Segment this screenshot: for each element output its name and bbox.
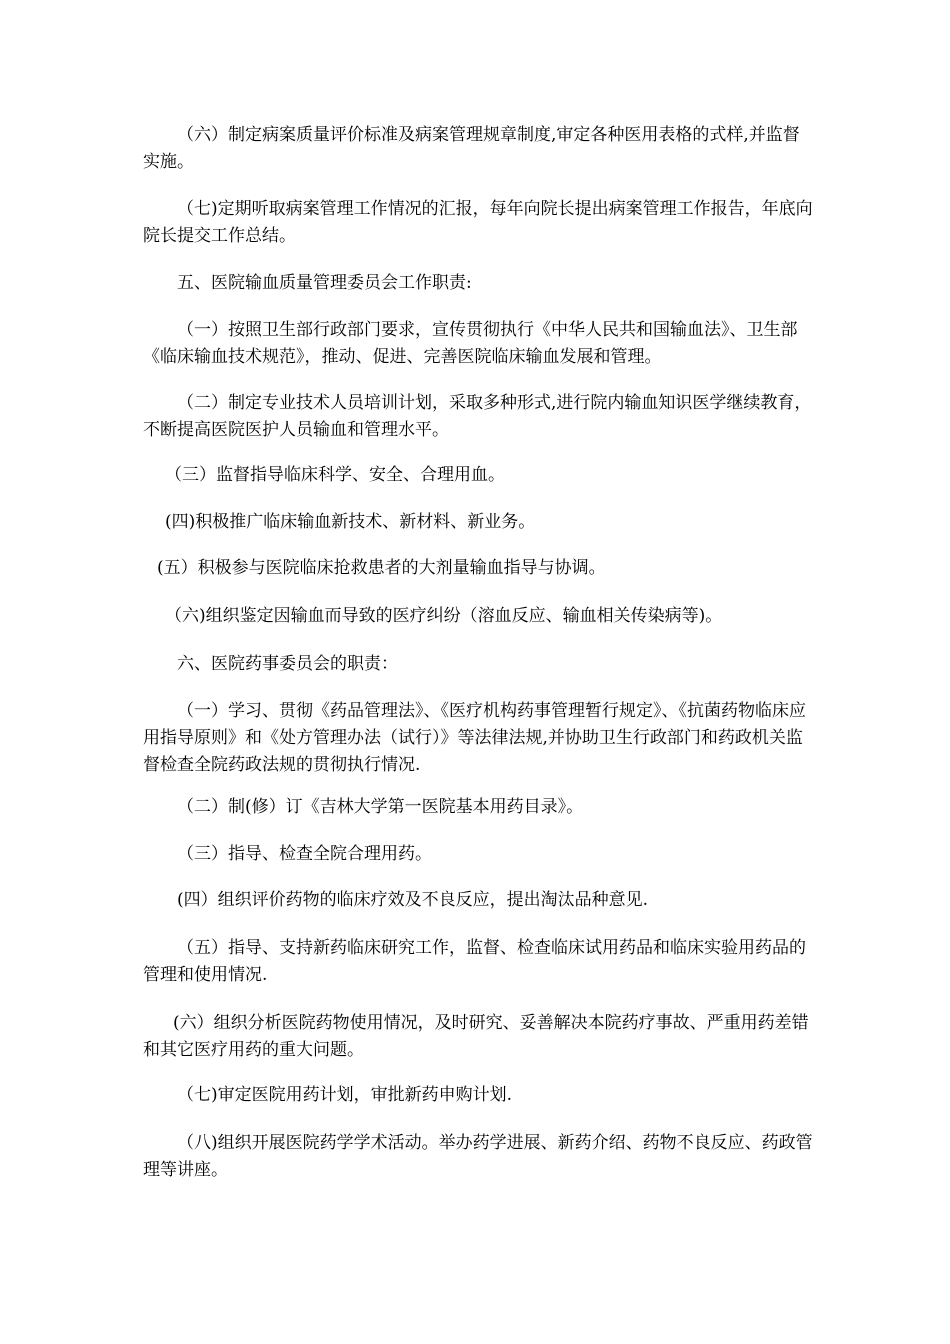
- paragraph-8: (五）积极参与医院临床抢救患者的大剂量输血指导与协调。: [157, 558, 606, 578]
- paragraph-16: (六）组织分析医院药物使用情况，及时研究、妥善解决本院药疗事故、严重用药差错和其它医疗用药的重大问题。: [143, 1013, 809, 1060]
- paragraph-11: （一）学习、贯彻《药品管理法》、《医疗机构药事管理暂行规定》、《抗菌药物临床应用指导原则》和《处方管理办法（试行）》等法律法规,并协助卫生行政部门和药政机关监督检查全院药政法规的贯彻执行情况.: [143, 701, 806, 775]
- paragraph-7: (四)积极推广临床输血新技术、新材料、新业务。: [165, 512, 536, 532]
- paragraph-2: （七)定期听取病案管理工作情况的汇报，每年向院长提出病案管理工作报告，年底向院长提交工作总结。: [143, 199, 813, 246]
- section-heading-6: 六、医院药事委员会的职责：: [177, 654, 398, 674]
- paragraph-17: （七)审定医院用药计划，审批新药申购计划.: [177, 1085, 513, 1105]
- paragraph-14: (四）组织评价药物的临床疗效及不良反应，提出淘汰品种意见.: [177, 890, 649, 910]
- paragraph-13: （三）指导、检查全院合理用药。: [177, 844, 432, 864]
- section-heading-5: 五、医院输血质量管理委员会工作职责:: [177, 273, 472, 293]
- paragraph-1: （六）制定病案质量评价标准及病案管理规章制度,审定各种医用表格的式样,并监督实施。: [143, 125, 800, 172]
- paragraph-15: （五）指导、支持新药临床研究工作，监督、检查临床试用药品和临床实验用药品的管理和使用情况.: [143, 938, 806, 985]
- paragraph-4: （一）按照卫生部行政部门要求，宣传贯彻执行《中华人民共和国输血法》、卫生部《临床输血技术规范》，推动、促进、完善医院临床输血发展和管理。: [143, 320, 798, 367]
- paragraph-5: （二）制定专业技术人员培训计划，采取多种形式,进行院内输血知识医学继续教育，不断提高医院医护人员输血和管理水平。: [143, 393, 812, 440]
- paragraph-6: （三）监督指导临床科学、安全、合理用血。: [165, 465, 505, 485]
- paragraph-12: （二）制(修）订《吉林大学第一医院基本用药目录》。: [177, 797, 584, 817]
- paragraph-9: （六)组织鉴定因输血而导致的医疗纠纷（溶血反应、输血相关传染病等)。: [165, 606, 723, 626]
- paragraph-18: （八)组织开展医院药学学术活动。举办药学进展、新药介绍、药物不良反应、药政管理等讲座。: [143, 1133, 813, 1180]
